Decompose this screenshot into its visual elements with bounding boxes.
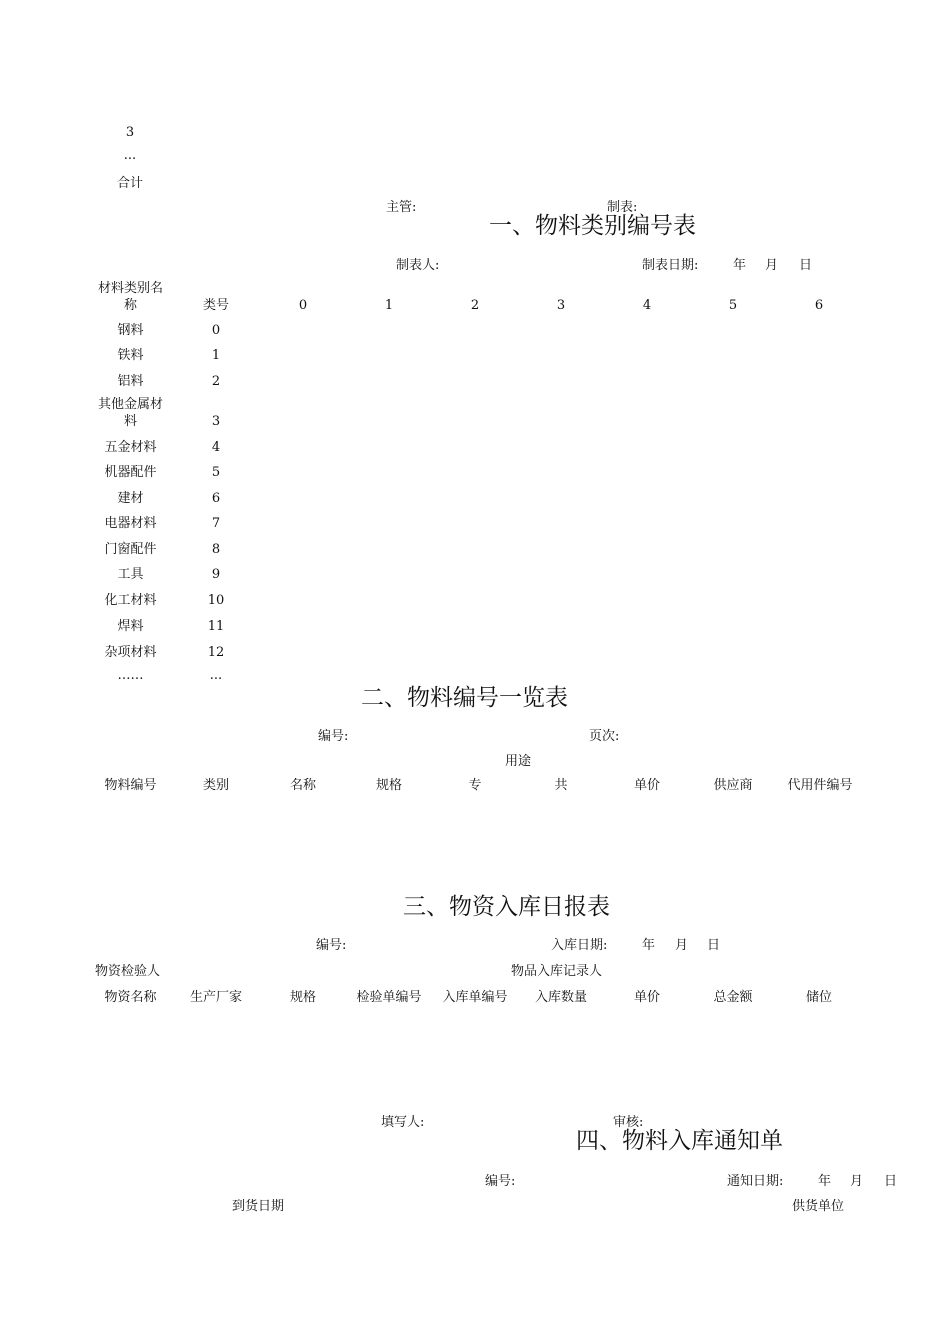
s1-header-col: 5: [728, 298, 738, 313]
section4-date-label: 通知日期:: [727, 1174, 784, 1189]
table-row-name: 建材: [117, 491, 144, 506]
table-row-name: 电器材料: [104, 516, 157, 531]
s2-header-cell: 单价: [633, 778, 660, 793]
s3-header-cell: 储位: [805, 990, 832, 1005]
table-row-code: 9: [211, 567, 221, 582]
table-row-code: 10: [207, 593, 225, 608]
s2-header-cell: 规格: [375, 778, 402, 793]
table-row-code: 4: [211, 440, 221, 455]
section1-title: 一、物料类别编号表: [489, 213, 696, 239]
s2-header-cell: 代用件编号: [787, 778, 853, 793]
section4-title: 四、物料入库通知单: [576, 1128, 783, 1154]
section2-usage-label: 用途: [504, 754, 531, 769]
s2-header-cell: 名称: [289, 778, 316, 793]
table-row-name: 机器配件: [104, 465, 157, 480]
table-row-code: 2: [211, 374, 221, 389]
maker-label: 制表:: [607, 200, 638, 215]
top-total-label: 合计: [116, 176, 143, 191]
manager-label: 主管:: [386, 200, 417, 215]
section4-day: 日: [884, 1174, 898, 1189]
section3-year: 年: [642, 938, 656, 953]
section1-year: 年: [733, 258, 747, 273]
top-row-number: 3: [125, 125, 135, 140]
table-row-name: 门窗配件: [104, 542, 157, 557]
table-row-name: 铁料: [117, 348, 144, 363]
s3-header-cell: 单价: [633, 990, 660, 1005]
table-row-name: 焊料: [117, 619, 144, 634]
table-row-code: 8: [211, 542, 221, 557]
table-row-code: 6: [211, 491, 221, 506]
section4-year: 年: [818, 1174, 832, 1189]
section1-tabulator-label: 制表人:: [396, 258, 440, 273]
table-row-code: 0: [211, 323, 221, 338]
section3-title: 三、物资入库日报表: [403, 894, 610, 920]
s1-header-col: 3: [556, 298, 566, 313]
s1-header-class-no: 类号: [202, 298, 229, 313]
section3-filler-label: 填写人:: [381, 1115, 425, 1130]
section2-page-label: 页次:: [589, 729, 620, 744]
section4-supplier-label: 供货单位: [792, 1199, 845, 1214]
top-ellipsis: ...: [123, 148, 137, 163]
s1-header-col: 4: [642, 298, 652, 313]
s2-header-cell: 物料编号: [104, 778, 157, 793]
s1-header-col: 6: [814, 298, 824, 313]
table-row-code: 3: [211, 414, 221, 429]
table-row-name: 工具: [117, 567, 144, 582]
s1-header-col: 1: [384, 298, 394, 313]
section3-day: 日: [707, 938, 721, 953]
s2-header-cell: 专: [468, 778, 482, 793]
section3-reviewer-label: 审核:: [613, 1115, 644, 1130]
section3-date-label: 入库日期:: [551, 938, 608, 953]
s3-header-cell: 检验单编号: [356, 990, 422, 1005]
s1-header-col: 2: [470, 298, 480, 313]
s1-header-col: 0: [298, 298, 308, 313]
s2-header-cell: 供应商: [713, 778, 753, 793]
section3-number-label: 编号:: [316, 938, 347, 953]
s2-header-cell: 共: [554, 778, 568, 793]
table-row-code: 7: [211, 516, 221, 531]
section3-month: 月: [675, 938, 689, 953]
table-row-code: 1: [211, 348, 221, 363]
section2-title: 二、物料编号一览表: [361, 685, 568, 711]
table-row-name: 五金材料: [104, 440, 157, 455]
table-row-name: 杂项材料: [104, 645, 157, 660]
section2-number-label: 编号:: [318, 729, 349, 744]
s1-header-category-name: 材料类别名称: [97, 281, 163, 313]
table-row-name: ……: [117, 668, 144, 683]
section1-date-label: 制表日期:: [642, 258, 699, 273]
table-row-name: 其他金属材料: [97, 397, 163, 429]
s3-header-cell: 总金额: [713, 990, 753, 1005]
table-row-code: 12: [207, 645, 225, 660]
s3-header-cell: 物资名称: [104, 990, 157, 1005]
section1-month: 月: [765, 258, 779, 273]
section4-number-label: 编号:: [485, 1174, 516, 1189]
s2-header-cell: 类别: [202, 778, 229, 793]
s3-header-cell: 入库单编号: [442, 990, 508, 1005]
table-row-code: 5: [211, 465, 221, 480]
table-row-code: ...: [209, 668, 223, 683]
section3-recorder-label: 物品入库记录人: [511, 964, 603, 979]
table-row-name: 化工材料: [104, 593, 157, 608]
table-row-name: 铝料: [117, 374, 144, 389]
table-row-name: 钢料: [117, 323, 144, 338]
section4-arrival-label: 到货日期: [232, 1199, 285, 1214]
section4-month: 月: [850, 1174, 864, 1189]
s3-header-cell: 入库数量: [534, 990, 587, 1005]
s3-header-cell: 生产厂家: [189, 990, 242, 1005]
section1-day: 日: [799, 258, 813, 273]
section3-inspector-label: 物资检验人: [95, 964, 161, 979]
s3-header-cell: 规格: [289, 990, 316, 1005]
table-row-code: 11: [207, 619, 225, 634]
